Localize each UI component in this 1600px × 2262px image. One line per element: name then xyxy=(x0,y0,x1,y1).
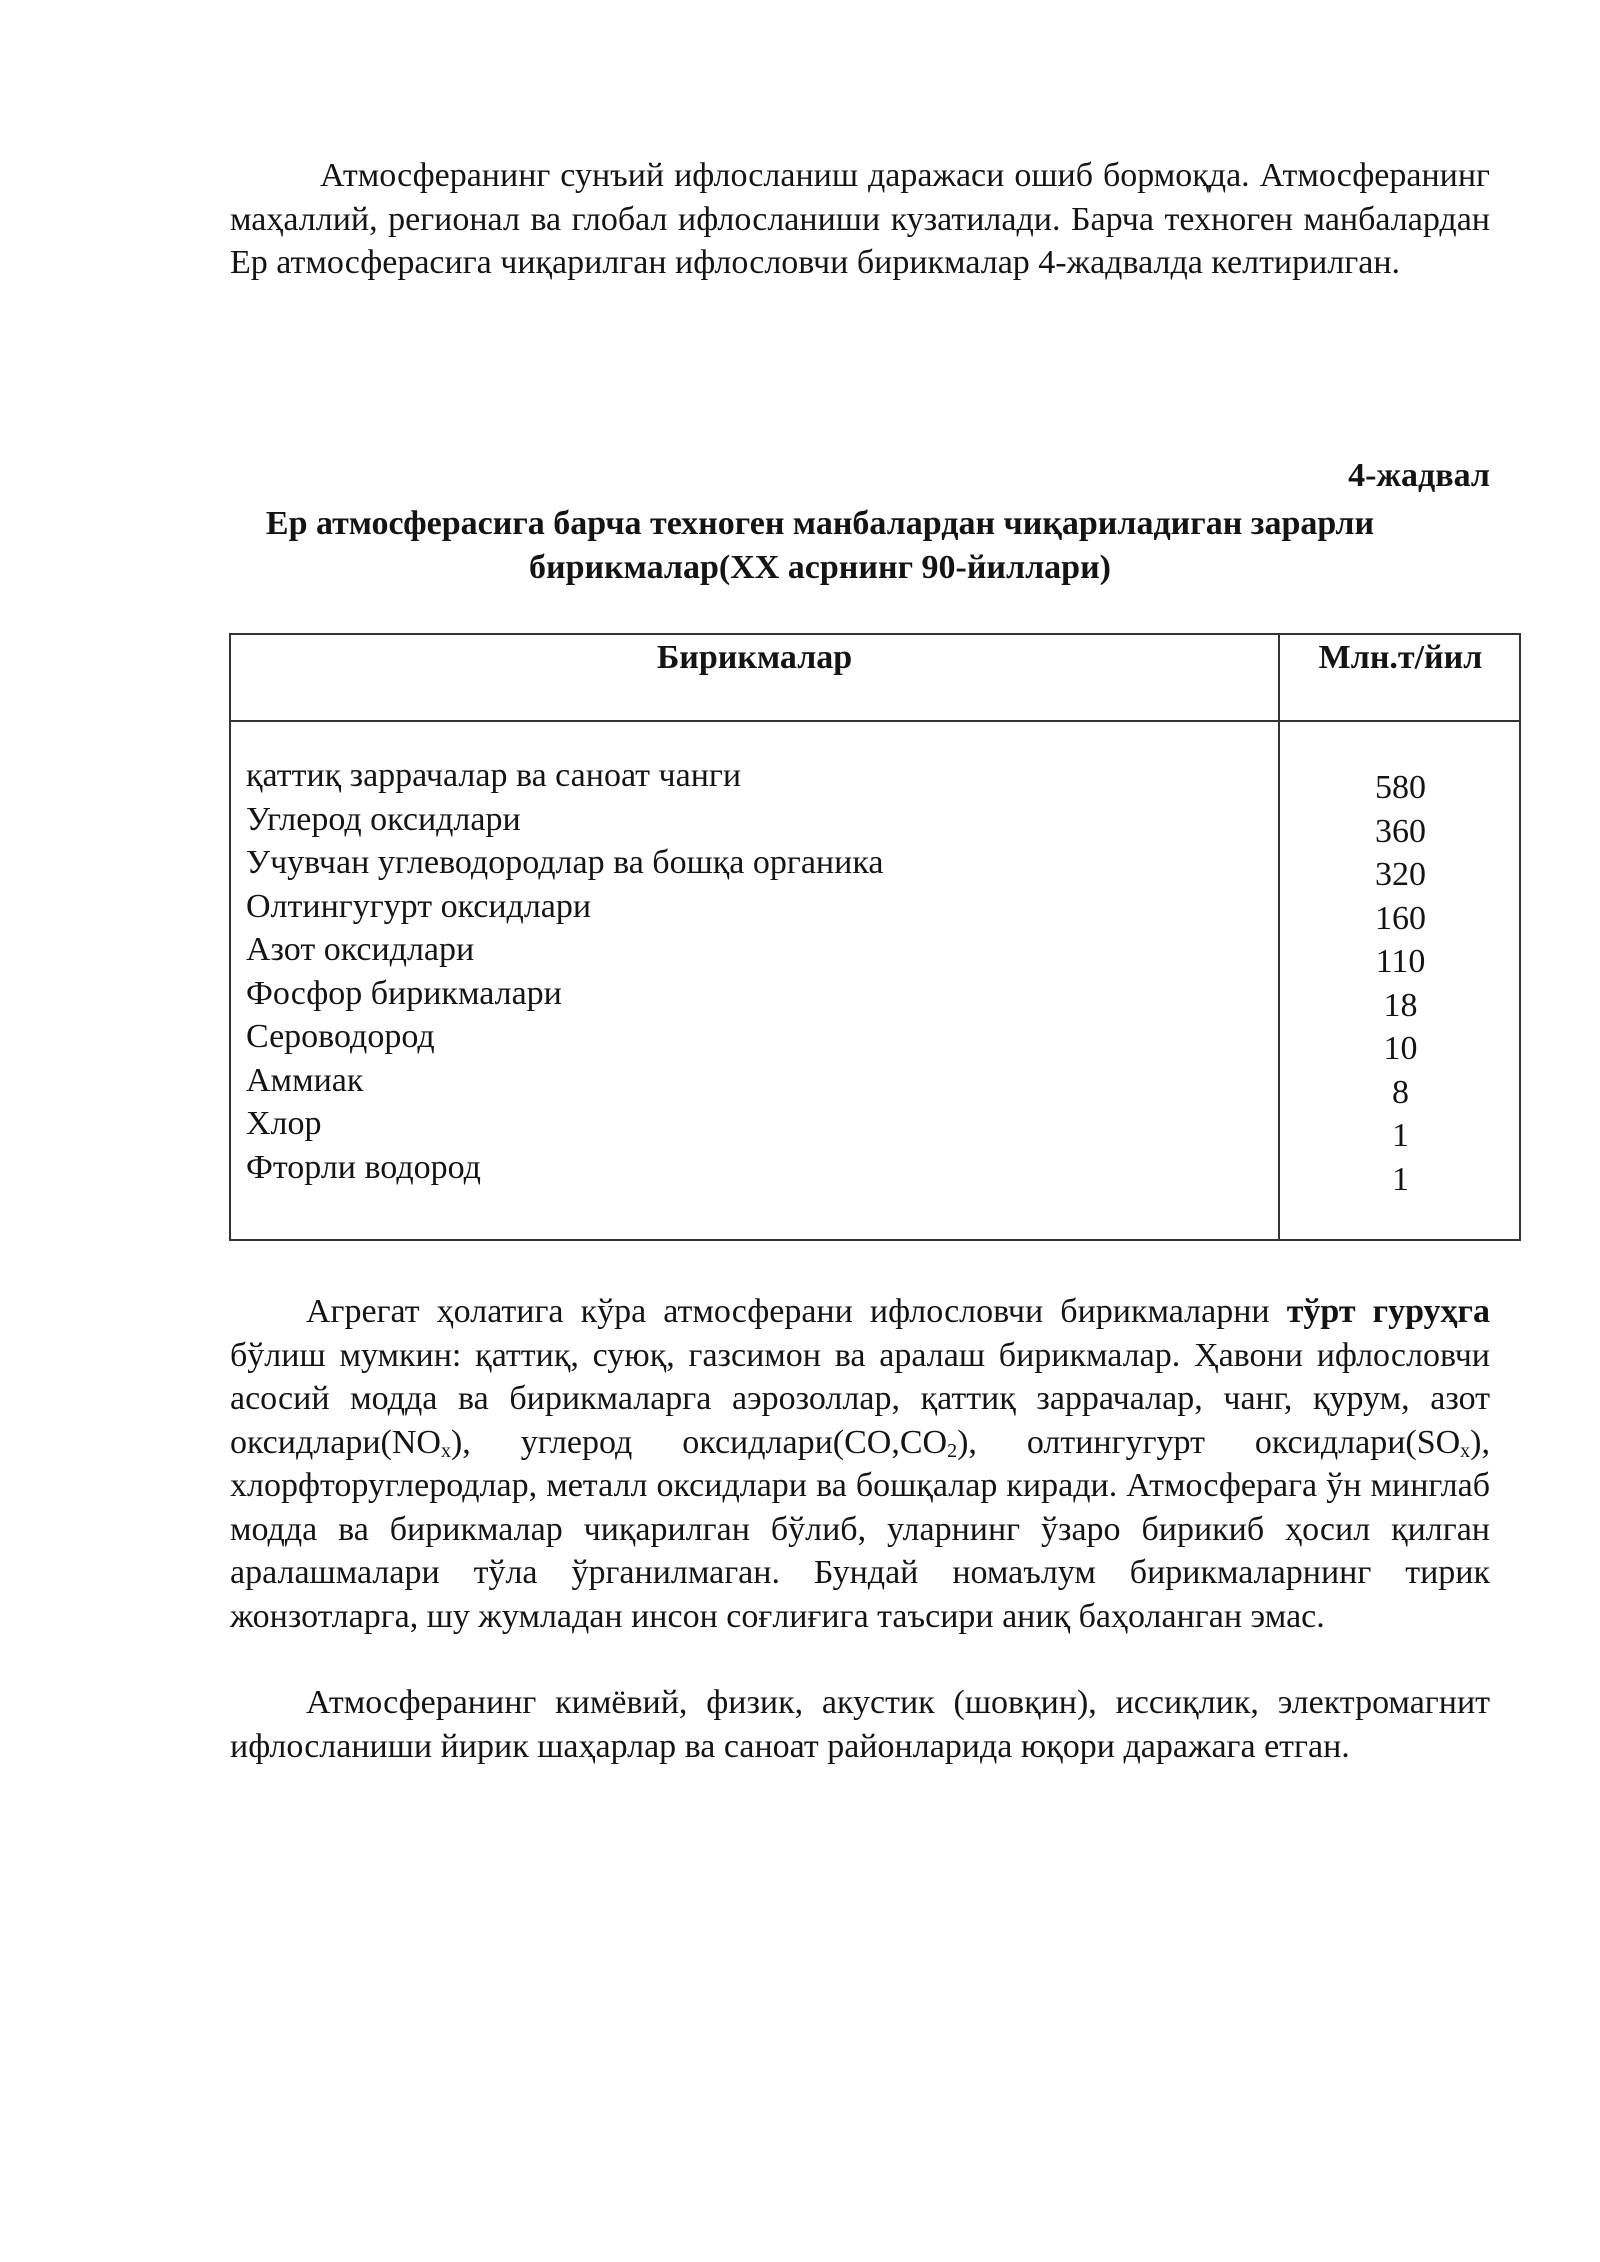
table-names-column xyxy=(246,754,1266,1189)
table-row-value: 320 xyxy=(1375,856,1426,893)
table-row-name: Углерод оксидлари xyxy=(246,800,521,838)
para2-bold-phrase: тўрт гуруҳга xyxy=(1286,1293,1490,1330)
para2-text-4: ), олтингугурт оксидлари(SO xyxy=(957,1423,1461,1461)
table-row-name: Фторли водород xyxy=(246,1148,481,1186)
table-row-value: 8 xyxy=(1392,1073,1409,1111)
intro-text: Атмосферанинг сунъий ифлосланиш даражаси ошиб бормоқда. Атмосферанинг маҳаллий, регионал ва глобал ифлосланиши кузатилади. Барча техноген манбалардан Ер атмосферасига чиқарилган ифлословчи бирикмалар 4-жадвалда келтирилган. xyxy=(230,157,1490,281)
para2-text-2: бўлиш мумкин: қаттиқ, суюқ, газсимон ва аралаш бирикмалар. Ҳавони ифлословчи асосий модда ва бирикмаларга аэрозоллар, қаттиқ заррачалар, чанг, қурум, азот оксидлари(NO xyxy=(230,1336,1490,1461)
table-row-name: Азот оксидлари xyxy=(246,931,475,968)
table-number: 4-жадвал xyxy=(1348,457,1490,494)
table-row-name: Хлор xyxy=(246,1105,322,1142)
para2-text-5: ), хлорфторуглеродлар, металл оксидлари ва бошқалар киради. Атмосферага ўн минглаб модда ва бирикмалар чиқарилган бўлиб, уларнинг ўзаро бирикиб ҳосил қилган аралашмалари тўла ўрганилмаган. Бундай номаълум бирикмаларнинг тирик жонзотларга, шу жумладан инсон соғлиғига таъсири аниқ баҳоланган эмас. xyxy=(230,1423,1490,1635)
para2-text-1: Агрегат ҳолатига кўра атмосферани ифлословчи бирикмаларни xyxy=(306,1293,1287,1330)
table-row-name: Аммиак xyxy=(246,1061,364,1099)
table-caption-line2: бирикмалар(XX асрнинг 90-йиллари) xyxy=(528,549,1111,586)
table-row-name: Фосфор бирикмалари xyxy=(246,974,562,1012)
pollution-types-paragraph xyxy=(230,1681,1490,1768)
para3-text: Атмосферанинг кимёвий, физик, акустик (шовқин), иссиқлик, электромагнит ифлосланиши йирик шаҳарлар ва саноат районларида юқори даражага етган. xyxy=(230,1684,1490,1765)
table-caption xyxy=(200,502,1440,590)
table-row-value: 360 xyxy=(1375,812,1426,850)
table-row-value: 110 xyxy=(1375,943,1426,980)
aggregate-paragraph xyxy=(230,1290,1490,1638)
table-row-value: 160 xyxy=(1375,899,1426,937)
table-row-value: 580 xyxy=(1375,769,1426,806)
table-row-name: қаттиқ заррачалар ва саноат чанги xyxy=(246,757,742,794)
table-header-divider xyxy=(231,720,1519,722)
para2-text-3: ), углерод оксидлари(CO,CO xyxy=(450,1423,948,1461)
emissions-table xyxy=(229,633,1521,1241)
para2-subscript-2: 2 xyxy=(947,1439,958,1462)
table-caption-line1: Ер атмосферасига барча техноген манбалардан чиқариладиган зарарли xyxy=(265,505,1375,542)
table-row-value: 10 xyxy=(1383,1030,1418,1067)
table-row-value: 18 xyxy=(1383,986,1418,1024)
intro-paragraph xyxy=(230,154,1490,285)
table-row-name: Сероводород xyxy=(246,1018,435,1055)
para2-subscript-1: x xyxy=(440,1439,451,1462)
table-row-value: 1 xyxy=(1392,1117,1409,1154)
table-header-compounds: Бирикмалар xyxy=(656,639,853,676)
para2-subscript-3: x xyxy=(1460,1439,1471,1462)
table-row-name: Учувчан углеводородлар ва бошқа органика xyxy=(246,844,884,881)
table-values-column xyxy=(1280,766,1521,1201)
table-row-value: 1 xyxy=(1392,1160,1409,1198)
table-row-name: Олтингугурт оксидлари xyxy=(246,887,592,925)
table-header-value: Млн.т/йил xyxy=(1318,639,1483,676)
